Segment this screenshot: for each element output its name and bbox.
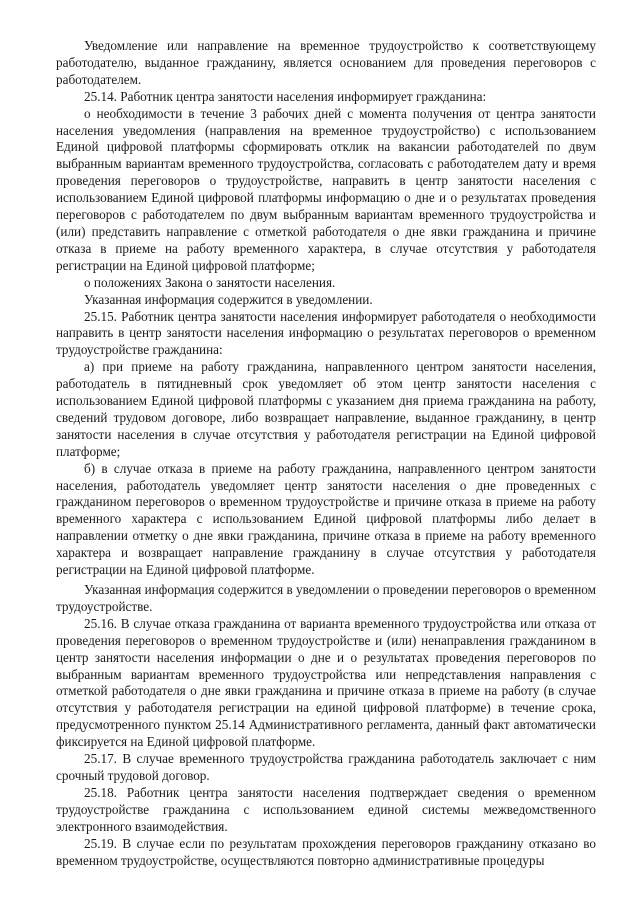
paragraph-notification: Уведомление или направление на временное трудоустройство к соответствующему работодателю, выданное гражданину, является основанием для проведения переговоров с работодателем. [56,38,596,87]
paragraph-25-18: 25.18. Работник центра занятости населения подтверждает сведения о временном трудоустройстве гражданина с использованием единой системы межведомственного электронного взаимодействия. [56,784,596,834]
paragraph-25-19: 25.19. В случае если по результатам прохождения переговоров гражданину отказано во временном трудоустройстве, осуществляются повторно административные процедуры [56,835,596,868]
paragraph-25-16: 25.16. В случае отказа гражданина от варианта временного трудоустройства или отказа от проведения переговоров о временном трудоустройстве и (или) ненаправления гражданином в центр занятости населения информации о дне и о результатах проведения переговоров по выбранным вариантам временного трудоустройства или непредставления направления с отметкой работодателя о дне явки гражданина и причине отказа в приеме на работу (в случае отсутствия у работодателя регистрации на единой цифровой платформе) в течение срока, предусмотренного пунктом 25.14 Административного регламента, данный факт автоматически фиксируется на Единой цифровой платформе. [56,615,596,750]
paragraph-info-note-negotiations: Указанная информация содержится в уведомлении о проведении переговоров о временном трудоустройстве. [56,582,596,614]
paragraph-25-14-item-1: о необходимости в течение 3 рабочих дней с момента получения от центра занятости населения уведомления (направления на временное трудоустройство) с использованием Единой цифровой платформы сформировать отклик на вакансии работодателей по двум выбранным вариантам временного трудоустройства, согласовать с работодателем дату и время проведения переговоров о трудоустройстве, направить в центр занятости населения с использованием Единой цифровой платформы информацию о дне и о результатах проведения переговоров с работодателем по двум выбранным вариантам временного трудоустройства и (или) представить направление с отметкой работодателя о дне явки гражданина и причине отказа в приеме на работу временного характера, в случае отсутствия у работодателя регистрации на Единой цифровой платформе; [56,105,596,273]
paragraph-info-note: Указанная информация содержится в уведомлении. [84,291,373,307]
paragraph-25-15-b: б) в случае отказа в приеме на работу гражданина, направленного центром занятости населения, работодатель уведомляет центр занятости населения о дне проведенных с гражданином переговоров о временном трудоустройстве и причине отказа в приеме на работу временного характера с использованием Единой цифровой платформы либо делает в направлении отметку о дне явки гражданина, причине отказа в приеме на работу временного характера и возвращает направление гражданину в случае отсутствия у работодателя регистрации на Единой цифровой платформе. [56,460,596,578]
paragraph-25-14: 25.14. Работник центра занятости населения информирует гражданина: [84,88,487,104]
paragraph-25-14-item-2: о положениях Закона о занятости населения. [84,274,336,290]
paragraph-25-15-a: а) при приеме на работу гражданина, направленного центром занятости населения, работодатель в пятидневный срок уведомляет об этом центр занятости населения с использованием Единой цифровой платформы с указанием дня приема гражданина на работу, сведений трудовом договоре, либо возвращает направление, выданное гражданину, в центр занятости населения в случае отсутствия у работодателя регистрации на Единой цифровой платформе; [56,359,596,459]
paragraph-25-17: 25.17. В случае временного трудоустройства гражданина работодатель заключает с ним срочный трудовой договор. [56,751,596,783]
document-page [56,38,596,869]
paragraph-25-15: 25.15. Работник центра занятости населения информирует работодателя о необходимости направить в центр занятости населения информацию о результатах переговоров о временном трудоустройстве гражданина: [56,308,596,358]
